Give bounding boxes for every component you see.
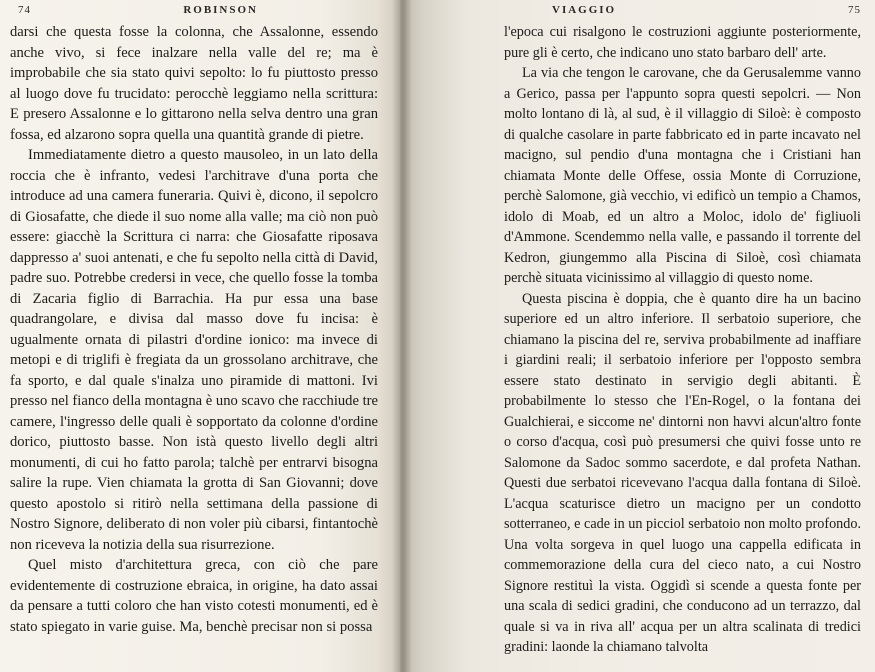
- book-gutter-shadow: [392, 0, 412, 672]
- left-page: [0, 0, 400, 672]
- right-running-head: VIAGGIO: [552, 4, 617, 16]
- left-page-body: [10, 22, 378, 637]
- right-page-body: [504, 22, 861, 658]
- left-paragraph-3: Quel misto d'architettura greca, con ciò che pare evidentemente di costruzione ebraica, in origine, ha dato assai da pensare a tutti coloro che han visto cotesti monumenti, ed è stato spiegato in varie guise. Ma, benchè precisar non si possa: [10, 557, 378, 635]
- right-page-header: [504, 4, 861, 22]
- right-paragraph-3: Questa piscina è doppia, che è quanto dire ha un bacino superiore ed un altro inferiore. Il serbatoio superiore, che chiamano la piscina del re, serviva probabilmente ad inaffiare i giardini reali; il serbatoio inferiore per l'opposto sembra essere stato destinato in servigio degli abitanti. È probabilmente lo stesso che l'En-Rogel, o la fontana dei Gualchierai, e siccome ne' dintorni non havvi alcun'altro fonte o corso d'acqua, così può presumersi che quivi fosse unto re Salomone da Sadoc sommo sacerdote, e dal profeta Nathan. Questi due serbatoi ricevevano l'acqua dalla fontana di Siloè. L'acqua scaturisce dietro un macigno per un condotto sotterraneo, e cade in un picciol serbatoio non molto profondo. Una volta sorgeva in quel luogo una cappella edificata in commemorazione della cura del cieco nato, a cui Nostro Signore restituì la vista. Oggidì si scende a questa fonte per una scala di sedici gradini, che conducono ad un terrazzo, dal quale si va in riva all' acqua per un altra scalinata di tredici gradini: laonde la chiamano talvolta: [504, 290, 861, 655]
- left-paragraph-2: Immediatamente dietro a questo mausoleo, in un lato della roccia che è infranto, vedesi l'architrave d'una porta che introduce ad una camera funeraria. Quivi è, dicono, il sepolcro di Giosafatte, che diede il suo nome alla valle; ma ciò non può essere: giacchè la Scrittura ci narra: che Giosafatte riposava dappresso a' suoi antenati, e che fu sepolto nella città di David, padre suo. Potrebbe credersi in vece, che quello fosse la tomba di Zacaria figlio di Barrachia. Ha pur essa una base quadrangolare, e divisa dal masso dove fu incisa: è ugualmente ornata di pilastri d'ordine ionico: ma invece di metopi e di triglifi è fregiata da un grossolano architrave, che fa sporto, e dal quale s'inalza uno piramide di mattoni. Ivi presso nel fianco della montagna è uno scavo che racchiude tre camere, l'ingresso delle quali è sopportato da colonne d'ordine dorico, piuttosto basse. Non istà questo livello degli altri monumenti, di cui ho fatto parola; talchè per entrarvi bisogna salire la rupe. Vien chiamata la grotta di San Giovanni; dove questo apostolo si ritirò nella settimana della passione di Nostro Signore, deliberato di non voler più cibarsi, fintantochè non riceveva la notizia della sua risurrezione.: [10, 147, 378, 553]
- left-page-header: [10, 4, 378, 22]
- left-page-number: 74: [18, 4, 31, 16]
- right-paragraph-1: l'epoca cui risalgono le costruzioni aggiunte posteriormente, pure gli è certo, che indicano uno stato barbaro dell' arte.: [504, 24, 861, 61]
- right-page-number: 75: [848, 4, 861, 16]
- right-paragraph-2: La via che tengon le carovane, che da Gerusalemme vanno a Gerico, passa per l'appunto sopra questi sepolcri. — Non molto lontano di là, al sud, è il villaggio di Siloè: è composto di qualche casolare in parte fabbricato ed in parte incavato nel macigno, sul pendio d'una montagna che i Cristiani han chiamata Monte delle Offese, ossia Monte di Corruzione, perchè Salomone, già vecchio, vi edificò un tempio a Chamos, idolo di Moab, ed un altro a Moloc, idolo de' figliuoli d'Ammone. Scendemmo nella valle, e passando il torrente del Kedron, giungemmo alla Piscina di Siloè, così chiamata perchè situata vicinissimo al villaggio di questo nome.: [504, 65, 861, 286]
- left-paragraph-1: darsi che questa fosse la colonna, che Assalonne, essendo anche vivo, si fece inalzare nella valle del re; ma è improbabile che sia stato quivi sepolto: lo fu piuttosto presso al luogo dove fu trucidato: perocchè leggiamo nella scrittura: E presero Assalonne e lo gittarono nella selva dentro una gran fossa, ed alzarono sopra quella una quantità grande di pietre.: [10, 24, 378, 143]
- right-page: [400, 0, 875, 672]
- left-running-head: ROBINSON: [183, 4, 258, 16]
